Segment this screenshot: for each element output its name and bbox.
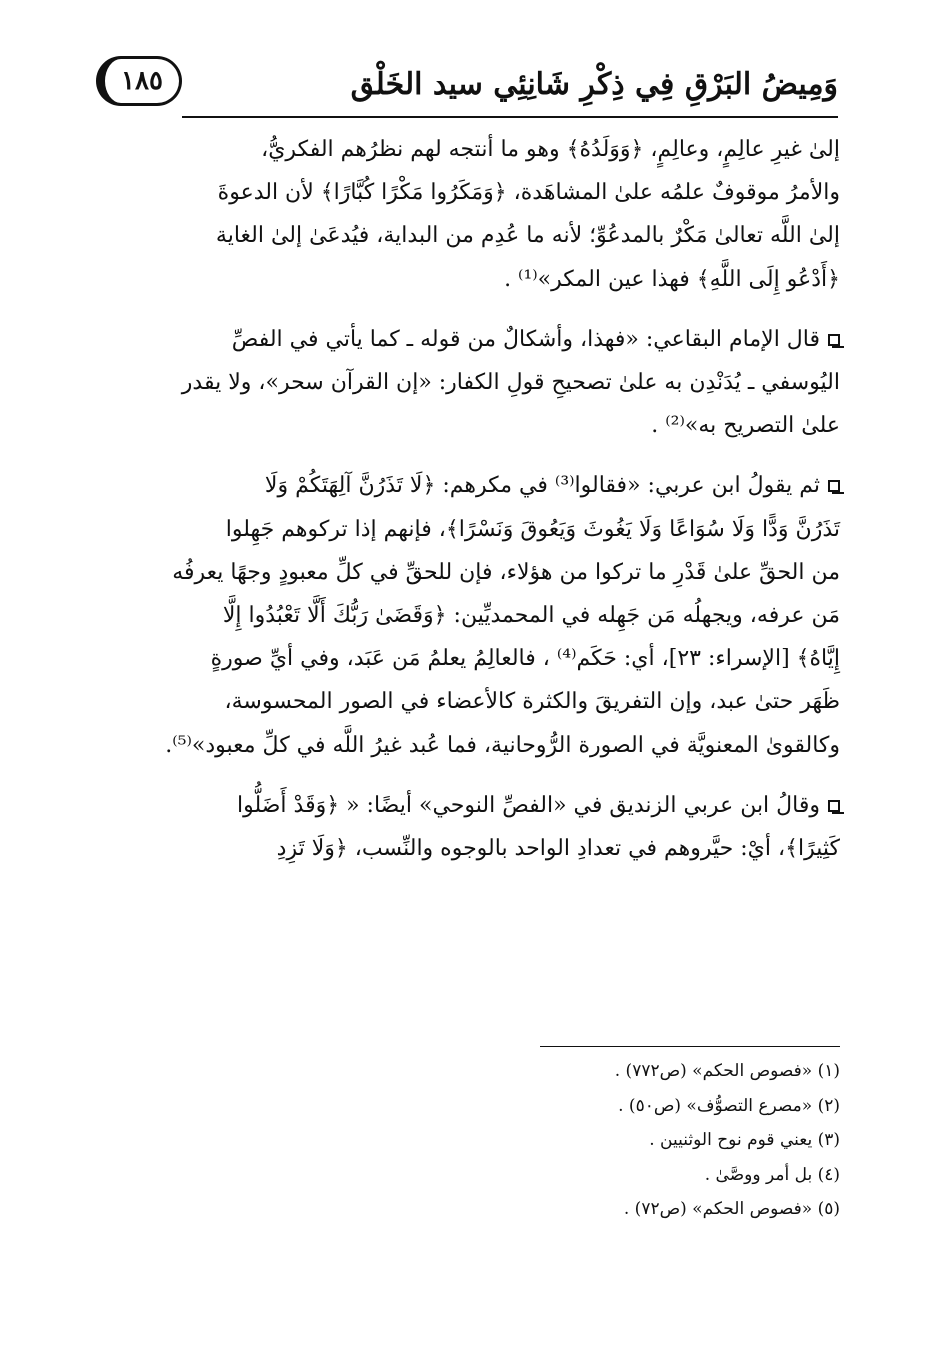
- footnote-item: (٣) يعني قوم نوح الوثنيين .: [649, 1130, 840, 1150]
- text-line-first: [96, 318, 840, 361]
- footnote-item: (١) «فصوص الحكم» (ص٧٧٢) .: [614, 1061, 840, 1081]
- footnotes: [460, 1054, 840, 1227]
- header-rule: [182, 116, 838, 118]
- text-line: علىٰ التصريح به»⁽²⁾ .: [651, 413, 840, 439]
- paragraph-marker-icon: [828, 480, 840, 492]
- text-line-first: [96, 784, 840, 827]
- paragraph-marker-icon: [828, 334, 840, 346]
- text-line: تَذَرُنَّ وَدًّا وَلَا سُوَاعًا وَلَا يَغُوثَ وَيَعُوقَ وَنَسْرًا﴾، فإنهم إذا تركوهم جَهِلوا: [225, 516, 840, 542]
- paragraph-marker-icon: [828, 800, 840, 812]
- text-line: إلىٰ اللَّه تعالىٰ مَكْرٌ بالمدعُوِّ؛ لأنه ما عُدِم من البداية، فيُدعَىٰ إلىٰ الغاية: [215, 223, 840, 249]
- paragraph-3: [96, 464, 840, 766]
- text-line: إِيَّاهُ﴾ [الإسراء: ٢٣]، أي: حَكَم⁽⁴⁾ ، فالعالِمُ يعلمُ مَن عَبَد، وفي أيِّ صورةٍ: [210, 646, 840, 672]
- text-line: ثم يقولُ ابن عربي: «فقالوا⁽³⁾ في مكرهم: ﴿لَا تَذَرُنَّ آلِهَتَكُمْ وَلَا: [264, 473, 820, 499]
- text-line: والأمرُ موقوفٌ علمُه علىٰ المشاهَدة، ﴿وَمَكَرُوا مَكْرًا كُبَّارًا﴾ لأن الدعوةَ: [217, 180, 840, 206]
- body-text: [96, 128, 840, 887]
- text-line-first: [96, 464, 840, 507]
- text-line: وقالُ ابن عربي الزنديق في «الفصِّ النوحي» أيضًا: « ﴿وَقَدْ أَضَلُّوا: [236, 792, 820, 818]
- text-line: ﴿أَدْعُو إِلَى اللَّهِ﴾ فهذا عين المكر»⁽¹⁾ .: [504, 266, 840, 292]
- paragraph-2: [96, 318, 840, 448]
- text-line: كَثِيرًا﴾، أيْ: حيَّروهم في تعدادِ الواحد بالوجوه والنِّسب، ﴿وَلَا تَزِدِ: [276, 836, 840, 862]
- text-line: وكالقوىٰ المعنويَّة في الصورة الرُّوحانية، فما عُبد غيرُ اللَّه في كلِّ معبود»⁽⁵⁾.: [165, 732, 840, 758]
- text-line: من الحقِّ علىٰ قَدْرِ ما تركوا من هؤلاء، فإن للحقِّ في كلِّ معبودٍ وجهًا يعرفُه: [172, 559, 840, 585]
- text-line: إلىٰ غيرِ عالِمٍ، وعالِمٍ، ﴿وَوَلَدُهُ﴾ وهو ما أنتجه لهم نظرُهم الفكريُّ،: [261, 137, 840, 162]
- text-line: ظَهَر حتىٰ عبد، وإن التفريقَ والكثرة كالأعضاء في الصور المحسوسة،: [224, 689, 840, 715]
- footnote-item: (٢) «مصرع التصوُّف» (ص٥٠) .: [618, 1095, 840, 1116]
- page-number: ١٨٥: [121, 66, 163, 96]
- paragraph-4: [96, 784, 840, 870]
- page-number-badge: [96, 56, 182, 106]
- text-line: مَن عرفه، ويجهلُه مَن جَهِله في المحمديِّين: ﴿وَقَضَىٰ رَبُّكَ أَلَّا تَعْبُدُوا إِلَّا: [222, 603, 840, 629]
- text-line: اليُوسفي ـ يُدَنْدِن به علىٰ تصحيحِ قولِ الكفار: «إن القرآن سحر»، ولا يقدر: [181, 370, 840, 396]
- page-header: [96, 52, 838, 118]
- footnote-item: (٥) «فصوص الحكم» (ص٧٢) .: [623, 1199, 840, 1219]
- running-title: وَمِيضُ البَرْقِ فِي ذِكْرِ شَانِئِي سيد الخَلْق: [350, 67, 838, 102]
- footnote-separator: [540, 1046, 840, 1047]
- text-line: قال الإمام البقاعي: «فهذا، وأشكالٌ من قوله ـ كما يأتي في الفصِّ: [231, 326, 820, 352]
- paragraph-1: [96, 128, 840, 301]
- footnote-item: (٤) بل أمر ووصَّىٰ .: [704, 1164, 840, 1185]
